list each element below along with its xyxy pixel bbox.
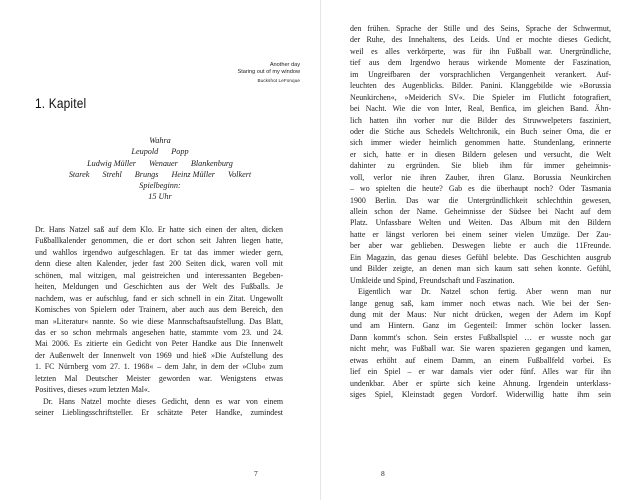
left-body-text bbox=[35, 224, 283, 418]
text-line: lich hatten ihn vorher nur die Bilder des Struwwelpeters fasziniert, bbox=[350, 115, 611, 125]
page-number: 8 bbox=[381, 469, 385, 478]
text-line: sich immer wieder heimlich genommen hatte. Stundenlang, erinnerte bbox=[350, 138, 611, 148]
lineup-name: Starek bbox=[68, 169, 90, 179]
text-line: allein schon der Name. Geheimnisse der Südsee bei Nacht auf dem bbox=[350, 207, 611, 216]
text-line: Mai 2006. Es zitierte ein Gedicht von Peter Handke aus Die Innenwelt bbox=[35, 339, 283, 349]
lineup-name: Leupold bbox=[131, 147, 159, 157]
epigraph-line: Staring out of my window bbox=[237, 69, 300, 76]
lineup-row bbox=[12, 135, 308, 146]
text-line: der Ruhe, des Innehaltens, des Leids. Und er mochte dieses Gedicht, bbox=[350, 35, 611, 45]
text-line: nachdem, was er aufschlug, fand er sich schnell in ein Zitat. Ungewollt bbox=[35, 293, 283, 303]
lineup-kickoff-time: 15 Uhr bbox=[148, 192, 172, 202]
text-line: nicht mehr, was Fußball war. Sie waren spazieren gegangen und kamen, bbox=[350, 344, 611, 354]
lineup-row bbox=[12, 191, 308, 202]
lineup-name: Popp bbox=[171, 147, 189, 157]
epigraph-source: Buckshot LeFonque bbox=[257, 77, 300, 83]
text-line: oder die Stiche aus Schedels Weltchronik, ein Buch seiner Oma, die er bbox=[350, 126, 611, 136]
page-number: 7 bbox=[254, 469, 258, 478]
text-line: ber aber war geblieben. Deswegen liebte er auch die 11Freunde. bbox=[350, 241, 611, 251]
text-line: bei Nacht. Wie die von Inter, Real, Benfica, im gleichen Band. Ähn- bbox=[350, 104, 611, 114]
text-line: der Außenwelt der Innenwelt von 1969 und hieß »Die Aufstellung des bbox=[35, 350, 283, 360]
left-page bbox=[0, 0, 320, 500]
text-line: heiten, Meldungen und Geschichten aus der Welt des Fußballs. Je bbox=[35, 282, 283, 292]
text-line: und wahllos irgendwo aufgeschlagen. Er tat das immer wieder gern, bbox=[35, 247, 283, 257]
text-line: Komisches von Spielern oder Trainern, aber auch aus dem Bereich, den bbox=[35, 305, 283, 315]
lineup-name: Wahra bbox=[149, 136, 171, 145]
text-line: und am Hintern. Ganz im Gegenteil: Immer schön locker lassen. bbox=[350, 321, 611, 331]
text-line: tief aus dem Irgendwo heraus wirkende Momente der Faszination, bbox=[350, 58, 611, 68]
text-line: Fußballkalender genommen, die er dort schon seit Jahren liegen hatte, bbox=[35, 236, 283, 246]
right-page bbox=[321, 0, 641, 500]
text-line: 1. FC Nürnberg vom 27. 1. 1968« – dem Jahr, in dem der »Club« zum bbox=[35, 362, 283, 372]
text-line: dung mit der Maus: Nur nicht drücken, wegen der Adern im Kopf bbox=[350, 309, 611, 319]
lineup-name: Wenauer bbox=[149, 158, 178, 168]
lineup-name: Strehl bbox=[102, 169, 122, 179]
text-line: weil es alles verkörperte, was für ihn Fußball war. Unergründliche, bbox=[350, 46, 611, 56]
text-line: dahinter zu ergründen. Sie blieb ihm für immer geheimnis- bbox=[350, 161, 611, 171]
team-lineup-poem bbox=[12, 135, 308, 203]
lineup-name: Brungs bbox=[134, 169, 159, 179]
lineup-row bbox=[12, 158, 308, 169]
epigraph bbox=[140, 62, 300, 84]
lineup-row bbox=[12, 169, 308, 180]
text-line: – wo spielten die heute? Gab es die überhaupt noch? Oder Tasmania bbox=[350, 184, 611, 194]
text-line: Umkleide und Spind, Freundschaft und Faszination. bbox=[350, 275, 515, 285]
lineup-name: Blankenburg bbox=[190, 158, 233, 168]
text-line: er sich, hatte er in diesen Bildern gelesen und versucht, die Welt bbox=[350, 149, 611, 159]
text-line: denn diese alten Kalender, jeder fast 200 Seiten dick, waren voll mit bbox=[35, 259, 283, 269]
text-line: etwas erhöht auf einem Damm, an einem Fußballfeld vorbei. Es bbox=[350, 355, 611, 365]
lineup-row bbox=[12, 146, 308, 157]
text-line: und Bilder zeigte, an denen man sich kaum satt sehen konnte. Gefühl, bbox=[350, 264, 611, 274]
text-line: seiner Lieblingsschriftsteller. Er schätzte Peter Handke, zumindest bbox=[35, 408, 283, 417]
text-line: 1900 Berlin. Das war die Untergründlichkeit schlechthin gewesen, bbox=[350, 195, 611, 205]
text-line: Positives, dieses »zum letzten Mal«. bbox=[35, 385, 150, 395]
text-line: leuchten des Augenblicks. Bilder. Panini. Klanggebilde wie »Borussia bbox=[350, 81, 611, 91]
text-line: voll, verlor nie ihren Zauber, ihren Glanz. Borussia Neunkirchen bbox=[350, 172, 611, 182]
text-line: lief ein Spiel – er war damals vier oder fünf. Alles war für ihn bbox=[350, 367, 611, 377]
lineup-name: Volkert bbox=[227, 169, 252, 179]
lineup-name: Heinz Müller bbox=[171, 169, 215, 179]
text-line: Ein Magazin, das genau dieses Gefühl belebte. Das Geschichten ausgrub bbox=[350, 252, 611, 262]
text-line: letzten Mal Deutscher Meister geworden war. Wenigstens etwas bbox=[35, 373, 283, 383]
lineup-name: Ludwig Müller bbox=[87, 158, 136, 168]
text-line: Dr. Hans Natzel mochte dieses Gedicht, denn es war von einem bbox=[43, 396, 283, 406]
text-line: Eigentlich war Dr. Natzel schon fertig. Aber wenn man nur bbox=[358, 287, 611, 297]
text-line: man »Literatur« nannte. So wie diese Mannschaftsaufstellung. Das Blatt, bbox=[35, 316, 283, 326]
lineup-kickoff-label: Spielbeginn: bbox=[139, 181, 181, 191]
right-body-text bbox=[350, 23, 611, 400]
text-line: den frühen. Sprache der Stille und des Seins, Sprache der Schwermut, bbox=[350, 24, 611, 33]
text-line: lange genug saß, kam immer noch etwas nach. Wie bei der Sen- bbox=[350, 298, 611, 308]
chapter-title: 1. Kapitel bbox=[35, 95, 87, 111]
text-line: Dr. Hans Natzel saß auf dem Klo. Er hatte sich einen der alten, dicken bbox=[35, 225, 283, 234]
epigraph-line: Another day bbox=[269, 62, 300, 68]
text-line: Platz. Unfassbare Welten und Weiten. Das Album mit den Bildern bbox=[350, 218, 611, 228]
lineup-row bbox=[12, 180, 308, 191]
text-line: Dann kommt's schon. Sein erstes Fußballspiel … er wusste noch gar bbox=[350, 332, 611, 342]
text-line: undenkbar. Aber er spürte sich keine Ahnung. Irgendein unterklass- bbox=[350, 378, 611, 388]
text-line: das er so schon mehrmals angesehen hatte, stammte vom 23. und 24. bbox=[35, 327, 283, 337]
text-line: Neunkirchen«, »Meiderich SV«. Die Spieler im Flutlicht fotografiert, bbox=[350, 92, 611, 102]
text-line: im Ungreifbaren der vorsprachlichen Vergangenheit verankert. Auf- bbox=[350, 69, 611, 79]
text-line: siges Spiel, Kleinstadt gegen Vordorf. Widerwillig hatte ihm sein bbox=[350, 390, 611, 399]
text-line: schönen, mal witzigen, mal geistreichen und interessanten Begeben- bbox=[35, 270, 283, 280]
text-line: hatte er längst verloren bei einem seiner vielen Umzüge. Der Zau- bbox=[350, 229, 611, 239]
